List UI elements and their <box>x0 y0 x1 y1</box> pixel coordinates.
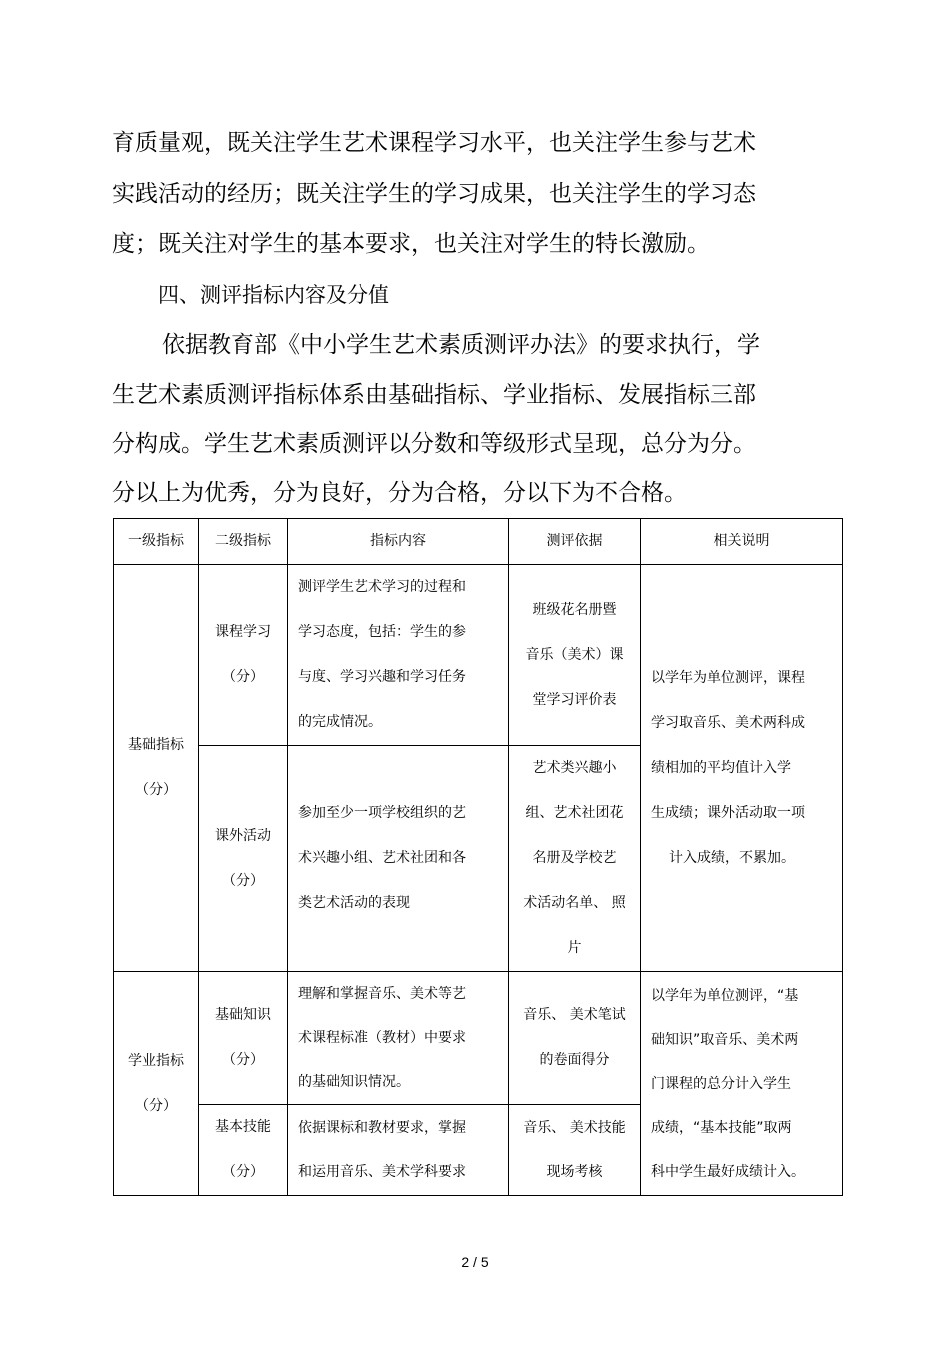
level2-cell <box>199 1105 288 1196</box>
note-line: 计入成绩，不累加。 <box>669 849 795 866</box>
basis-line: 名册及学校艺 <box>532 850 617 866</box>
content-line: 术兴趣小组、艺术社团和各 <box>298 850 466 866</box>
content-cell <box>288 972 509 1105</box>
content-line: 依据课标和教材要求，掌握 <box>298 1120 466 1136</box>
note-line: 生成绩；课外活动取一项 <box>651 804 805 821</box>
body-line: 依据教育部《中小学生艺术素质测评办法》的要求执行，学 <box>162 332 760 358</box>
table-row <box>114 972 843 1105</box>
basis-cell <box>509 1105 641 1196</box>
basis-cell <box>509 565 641 746</box>
assessment-table <box>113 518 843 1196</box>
content-line: 与度、学习兴趣和学习任务 <box>298 669 466 685</box>
content-line: 和运用音乐、美术学科要求 <box>298 1164 466 1180</box>
level2-score: （分） <box>222 669 264 685</box>
basis-line: 音乐、 美术技能 <box>523 1120 626 1136</box>
content-line: 参加至少一项学校组织的艺 <box>298 805 466 821</box>
note-line: 以学年为单位测评，“基 <box>651 987 799 1004</box>
level1-label: 基础指标 <box>128 737 184 753</box>
content-cell <box>288 1105 509 1196</box>
level2-cell <box>199 565 288 746</box>
level2-cell <box>199 746 288 972</box>
note-line: 绩相加的平均值计入学 <box>651 759 791 776</box>
note-cell <box>641 565 843 972</box>
level1-cell <box>114 565 199 972</box>
content-line: 类艺术活动的表现 <box>298 895 410 911</box>
note-line: 学习取音乐、美术两科成 <box>651 714 805 731</box>
note-line: 门课程的总分计入学生 <box>651 1075 791 1092</box>
basis-line: 艺术类兴趣小 <box>532 760 617 776</box>
content-cell <box>288 746 509 972</box>
content-line: 的完成情况。 <box>298 714 382 730</box>
content-line: 的基础知识情况。 <box>298 1074 410 1090</box>
basis-cell <box>509 746 641 972</box>
basis-line: 的卷面得分 <box>539 1052 610 1068</box>
level1-score: （分） <box>135 782 177 798</box>
basis-line: 堂学习评价表 <box>532 691 617 708</box>
level2-cell <box>199 972 288 1105</box>
basis-line: 组、艺术社团花 <box>525 805 624 821</box>
level2-score: （分） <box>222 1164 264 1180</box>
note-cell <box>641 972 843 1196</box>
content-line: 测评学生艺术学习的过程和 <box>298 579 466 595</box>
note-line: 础知识”取音乐、美术两 <box>651 1031 799 1048</box>
body-line: 分以上为优秀，分为良好，分为合格，分以下为不合格。 <box>112 480 687 506</box>
header-cell: 指标内容 <box>288 519 509 565</box>
content-line: 术课程标准（教材）中要求 <box>298 1030 466 1046</box>
body-line: 度；既关注对学生的基本要求，也关注对学生的特长激励。 <box>112 231 710 257</box>
table-header-row <box>114 519 843 565</box>
level2-label: 课程学习 <box>215 624 271 640</box>
basis-line: 音乐（美术）课 <box>525 646 624 663</box>
level2-score: （分） <box>222 872 264 889</box>
level1-cell <box>114 972 199 1196</box>
header-cell: 一级指标 <box>114 519 199 565</box>
content-line: 学习态度，包括：学生的参 <box>298 624 466 640</box>
note-line: 科中学生最好成绩计入。 <box>651 1163 805 1180</box>
level2-score: （分） <box>222 1052 264 1068</box>
header-cell: 二级指标 <box>199 519 288 565</box>
basis-line: 片 <box>567 940 582 956</box>
header-cell: 相关说明 <box>641 519 843 565</box>
basis-line: 班级花名册暨 <box>532 601 617 618</box>
basis-cell <box>509 972 641 1105</box>
note-line: 以学年为单位测评，课程 <box>651 669 805 686</box>
basis-line: 术活动名单、 照 <box>523 895 626 911</box>
basis-line: 音乐、 美术笔试 <box>523 1007 626 1023</box>
basis-line: 现场考核 <box>546 1164 603 1180</box>
content-line: 理解和掌握音乐、美术等艺 <box>298 986 466 1002</box>
level1-score: （分） <box>135 1097 177 1114</box>
section-heading: 四、测评指标内容及分值 <box>158 283 389 307</box>
note-line: 成绩，“基本技能”取两 <box>651 1119 792 1136</box>
level1-label: 学业指标 <box>128 1052 184 1069</box>
content-cell <box>288 565 509 746</box>
header-cell: 测评依据 <box>509 519 641 565</box>
body-line: 育质量观，既关注学生艺术课程学习水平，也关注学生参与艺术 <box>112 130 756 156</box>
body-line: 实践活动的经历；既关注学生的学习成果，也关注学生的学习态 <box>112 181 756 207</box>
body-line: 分构成。学生艺术素质测评以分数和等级形式呈现，总分为分。 <box>112 431 756 457</box>
level2-label: 课外活动 <box>215 827 271 844</box>
level2-label: 基础知识 <box>215 1007 271 1023</box>
body-line: 生艺术素质测评指标体系由基础指标、学业指标、发展指标三部 <box>112 382 756 408</box>
table-row <box>114 565 843 746</box>
page-number: 2 / 5 <box>461 1254 489 1270</box>
level2-label: 基本技能 <box>215 1119 271 1135</box>
